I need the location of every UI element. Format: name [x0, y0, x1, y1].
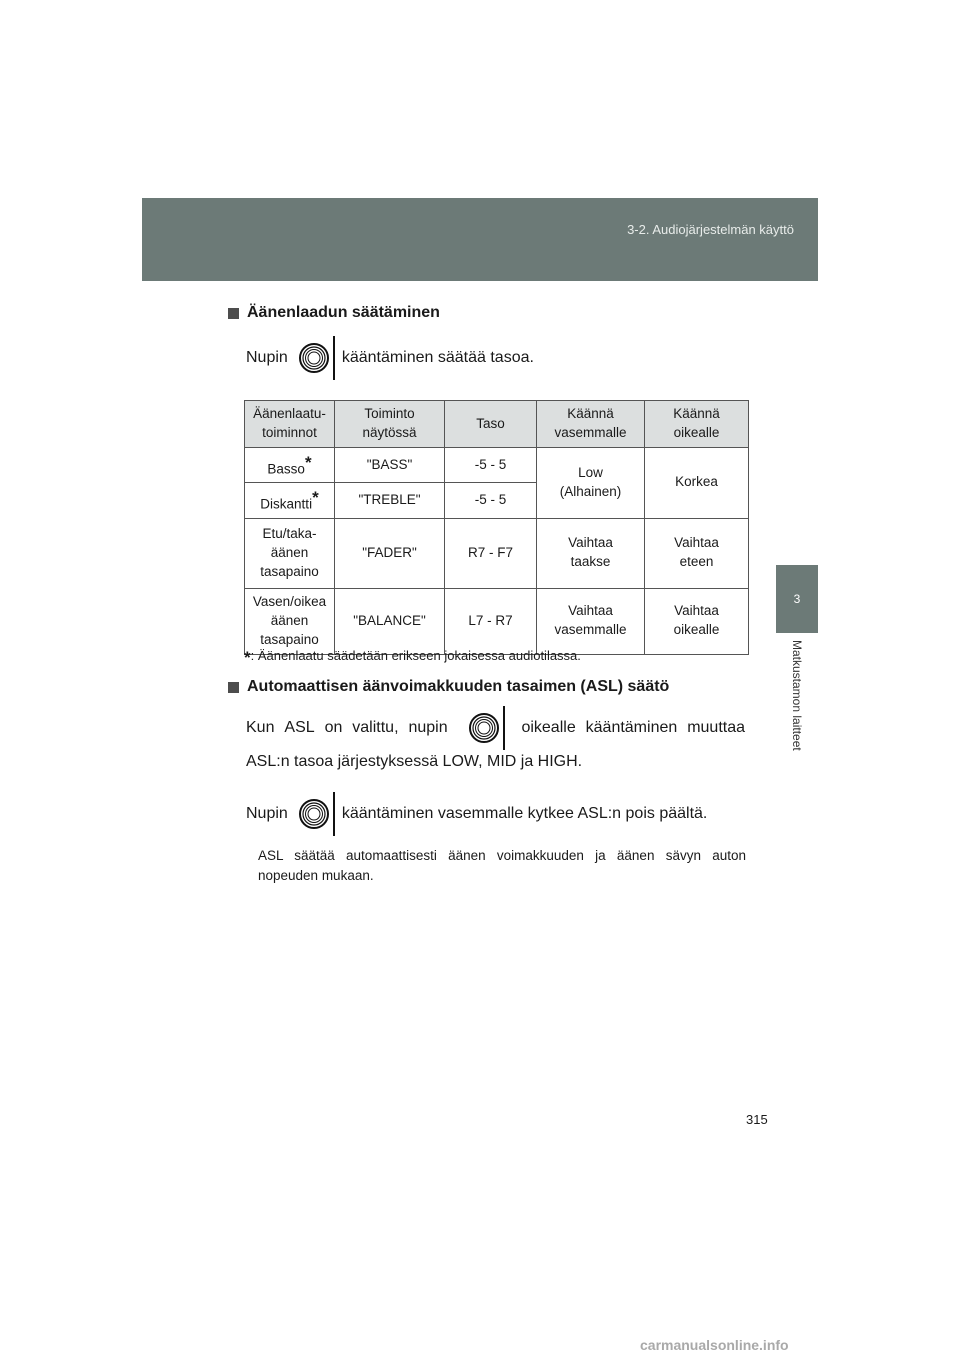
- table-cell: R7 - F7: [445, 518, 537, 588]
- asl-instruction-line-1: [246, 706, 745, 750]
- word: nupin: [408, 719, 448, 736]
- table-cell: "BALANCE": [335, 588, 445, 654]
- table-header-cell: Käännä oikealle: [645, 401, 749, 448]
- footnote-marker: *: [244, 648, 251, 667]
- square-bullet-icon: [228, 308, 239, 319]
- knob-icon: [294, 792, 336, 836]
- asl-heading: [228, 678, 669, 696]
- table-cell: Vaihtaa oikealle: [645, 588, 749, 654]
- table-cell: Vaihtaa eteen: [645, 518, 749, 588]
- footnote: [244, 648, 581, 668]
- table-cell: L7 - R7: [445, 588, 537, 654]
- word: ASL: [284, 719, 315, 736]
- asl-off-after: kääntäminen vasemmalle kytkee ASL:n pois päältä.: [341, 805, 708, 822]
- table-header-cell: Taso: [445, 401, 537, 448]
- tone-heading-text: Äänenlaadun säätäminen: [247, 304, 440, 321]
- knob-icon: [464, 706, 506, 750]
- table-cell: Basso*: [245, 448, 335, 483]
- table-row: [245, 518, 749, 588]
- table-cell: -5 - 5: [445, 483, 537, 518]
- table-header-cell: Äänenlaatu- toiminnot: [245, 401, 335, 448]
- table-cell: "TREBLE": [335, 483, 445, 518]
- table-cell: -5 - 5: [445, 448, 537, 483]
- word: kääntäminen: [585, 719, 678, 736]
- tone-heading: [228, 304, 440, 322]
- table-cell: Vaihtaa vasemmalle: [537, 588, 645, 654]
- word: Kun: [246, 719, 275, 736]
- table-header-cell: Käännä vasemmalle: [537, 401, 645, 448]
- chapter-label: Matkustamon laitteet: [790, 640, 804, 751]
- watermark: carmanualsonline.info: [640, 1337, 789, 1353]
- table-header-row: [245, 401, 749, 448]
- word: valittu,: [352, 719, 399, 736]
- table-cell: Diskantti*: [245, 483, 335, 518]
- header-band: [142, 198, 818, 281]
- asl-off-before: Nupin: [246, 805, 288, 822]
- tone-table: [244, 400, 749, 655]
- table-header-cell: Toiminto näytössä: [335, 401, 445, 448]
- tone-instruction-before: Nupin: [246, 349, 288, 366]
- asl-heading-text: Automaattisen äänvoimakkuuden tasaimen (ASL) säätö: [247, 678, 670, 695]
- word: muuttaa: [687, 719, 745, 736]
- table-cell: "FADER": [335, 518, 445, 588]
- asl-instruction-line-2: ASL:n tasoa järjestyksessä LOW, MID ja HIGH.: [246, 753, 583, 770]
- table-cell: "BASS": [335, 448, 445, 483]
- square-bullet-icon: [228, 682, 239, 693]
- word: on: [324, 719, 343, 736]
- knob-icon: [294, 336, 336, 380]
- footnote-text: : Äänenlaatu säädetään erikseen jokaisessa audiotilassa.: [250, 648, 581, 663]
- page-number: 315: [746, 1112, 768, 1127]
- table-row: [245, 448, 749, 483]
- chapter-tab: [776, 565, 818, 633]
- table-cell: Etu/taka- äänen tasapaino: [245, 518, 335, 588]
- tone-instruction: [246, 336, 534, 380]
- table-cell-merged-left: Low (Alhainen): [537, 448, 645, 519]
- asl-off-instruction: [246, 792, 707, 836]
- asl-note: ASL säätää automaattisesti äänen voimakkuuden ja äänen sävyn auton nopeuden mukaan.: [258, 848, 746, 883]
- table-cell: Vasen/oikea äänen tasapaino: [245, 588, 335, 654]
- word: oikealle: [521, 719, 576, 736]
- table-row: [245, 588, 749, 654]
- tone-instruction-after: kääntäminen säätää tasoa.: [341, 349, 534, 366]
- section-title: 3-2. Audiojärjestelmän käyttö: [627, 222, 794, 237]
- chapter-number: 3: [793, 592, 801, 606]
- table-cell: Vaihtaa taakse: [537, 518, 645, 588]
- table-cell-merged-right: Korkea: [645, 448, 749, 519]
